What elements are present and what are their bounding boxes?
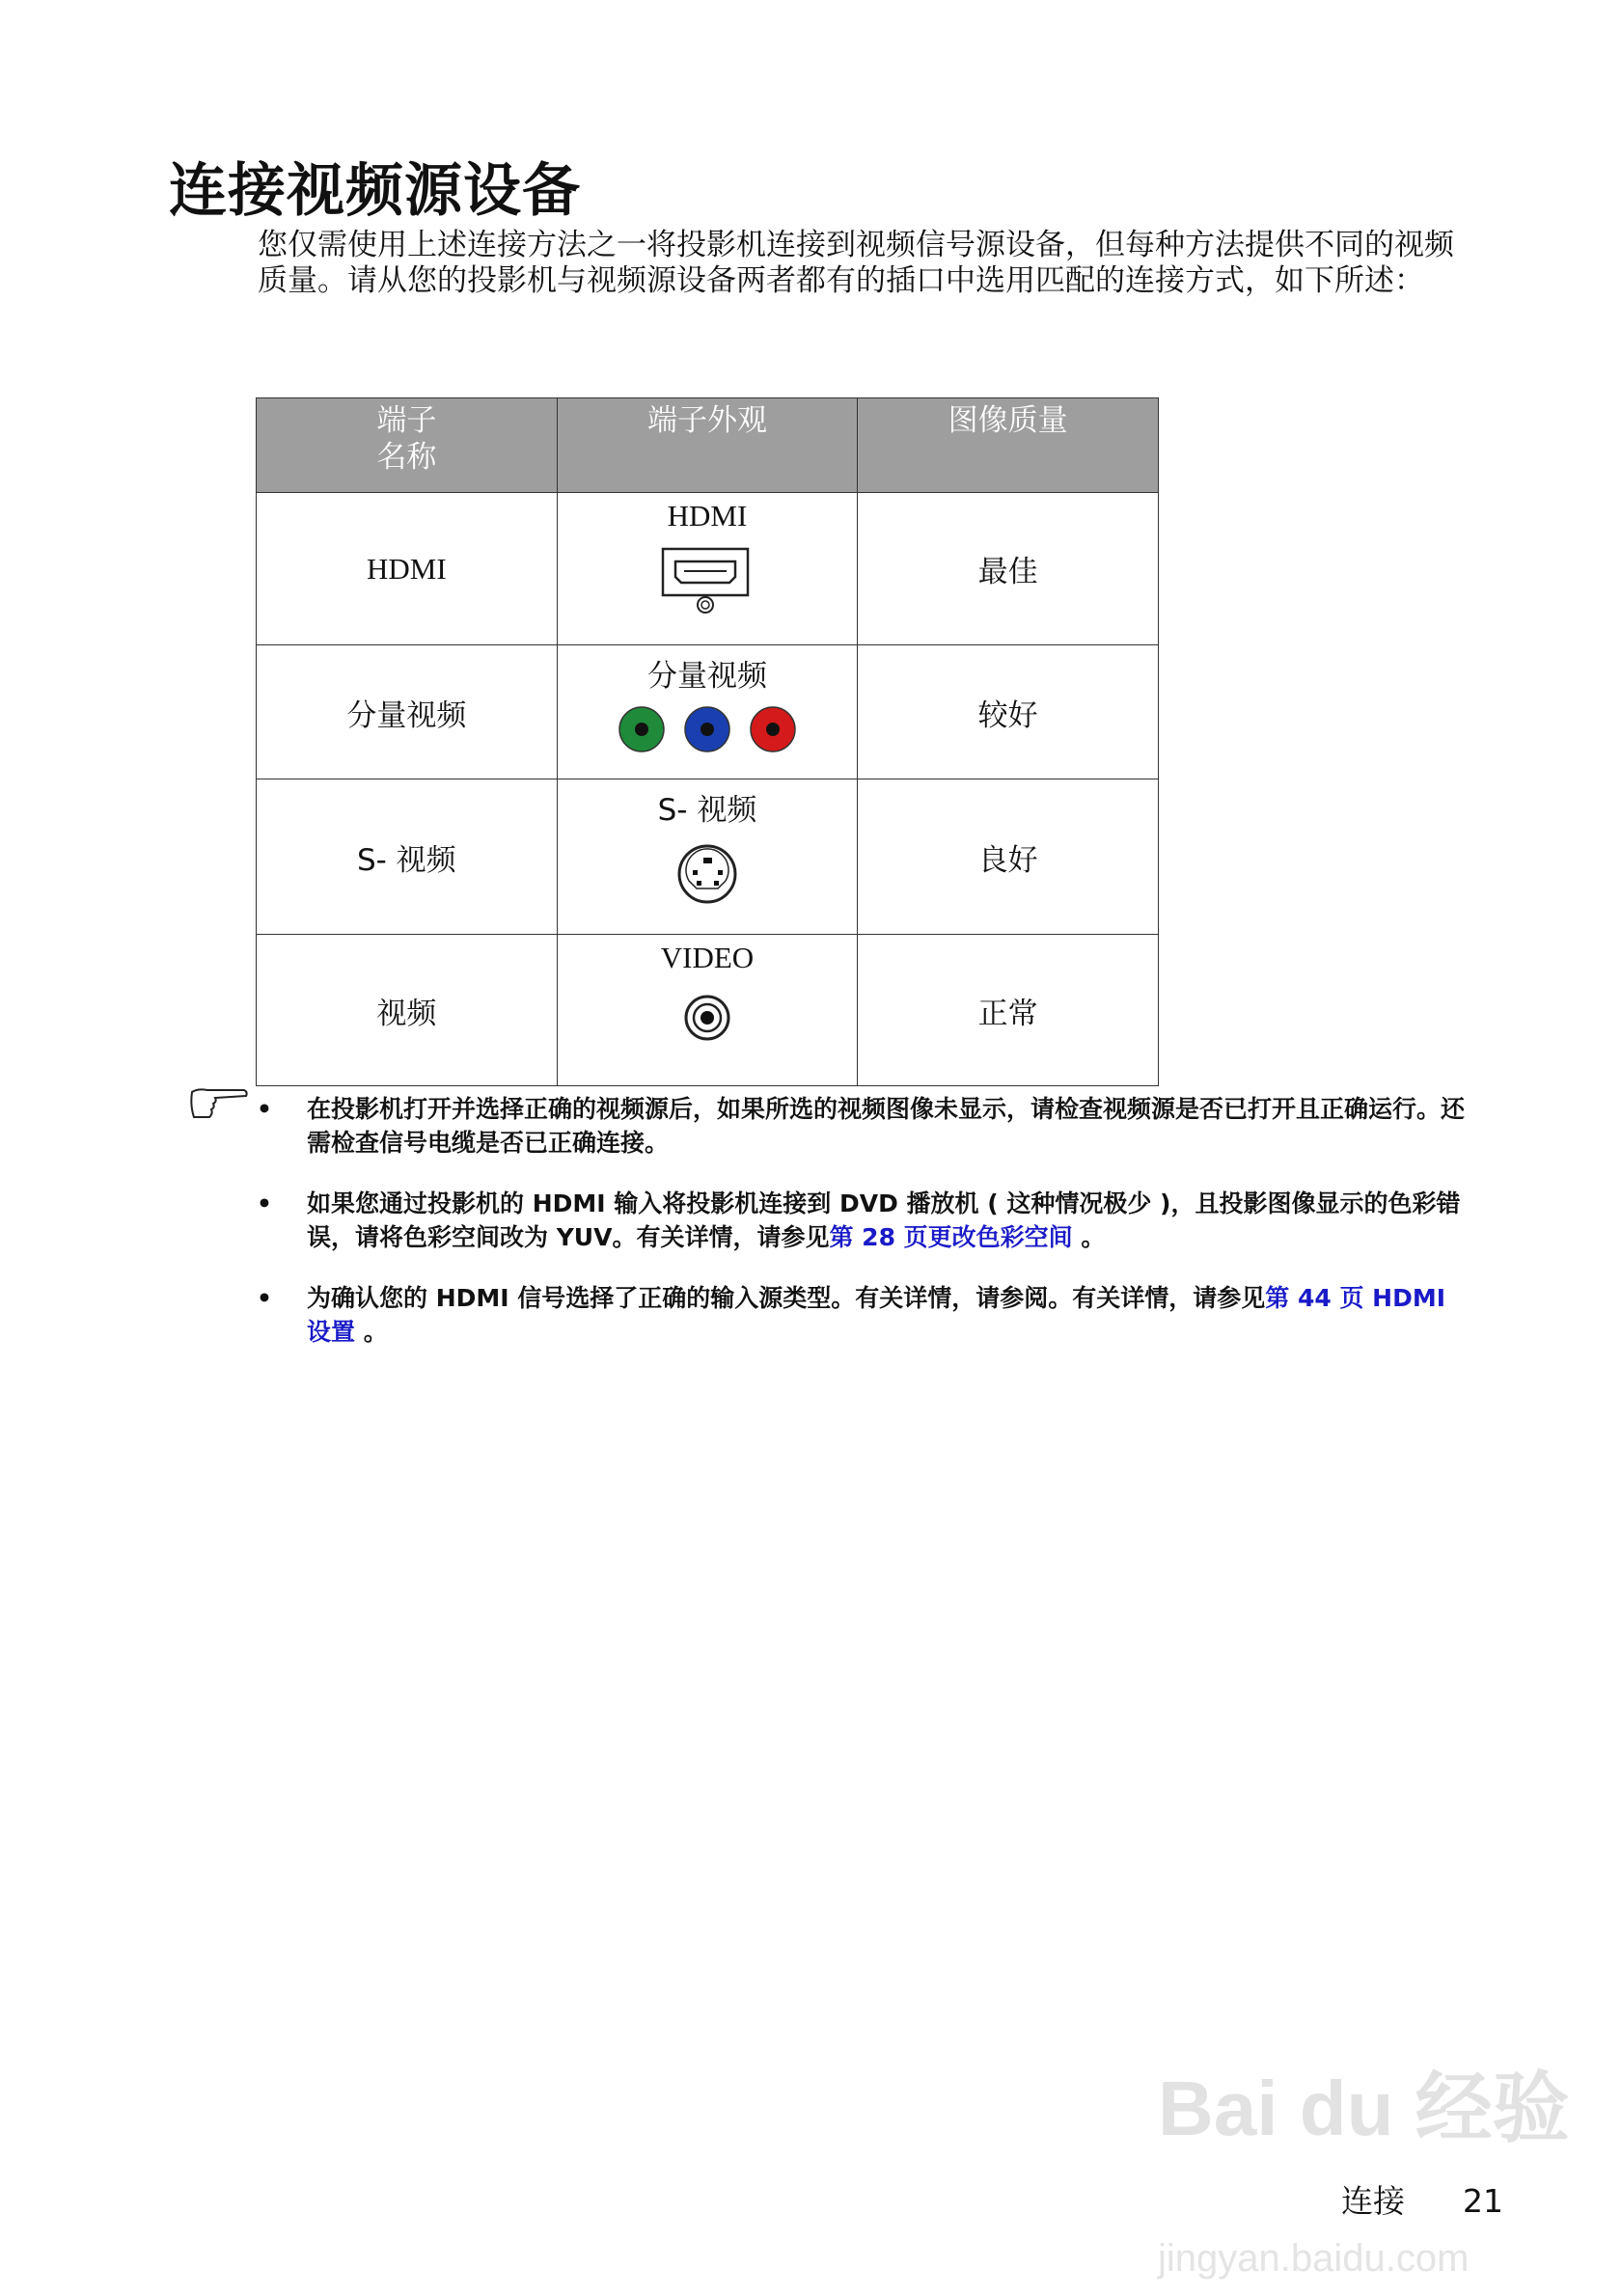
header-appearance: 端子外观	[557, 398, 858, 493]
appearance-label: HDMI	[667, 499, 748, 533]
note-item	[183, 1281, 1476, 1349]
table-row	[257, 779, 1159, 935]
s-video-port-icon	[675, 842, 739, 906]
table-header-row	[257, 398, 1159, 493]
note-text: 在投影机打开并选择正确的视频源后，如果所选的视频图像未显示，请检查视频源是否已打开且正确运行。还需检查信号电缆是否已正确连接。	[307, 1095, 1466, 1157]
image-quality: 较好	[858, 645, 1159, 779]
image-quality: 最佳	[858, 493, 1159, 645]
terminal-appearance	[557, 935, 858, 1086]
terminal-appearance	[557, 493, 858, 645]
color-space-link[interactable]: 第 28 页更改色彩空间	[829, 1223, 1073, 1251]
note-text: 为确认您的 HDMI 信号选择了正确的输入源类型。有关详情，请参阅。有关详情，请参见	[307, 1284, 1266, 1312]
bullet: •	[257, 1189, 272, 1217]
composite-video-port-icon	[682, 993, 732, 1043]
terminal-appearance	[557, 779, 858, 935]
appearance-label: VIDEO	[660, 941, 755, 974]
terminal-name: S- 视频	[257, 779, 558, 935]
header-quality: 图像质量	[858, 398, 1159, 493]
appearance-label: 分量视频	[646, 659, 767, 694]
note-text-end: 。	[1072, 1223, 1106, 1251]
watermark-url: jingyan.baidu.com	[1158, 2237, 1470, 2280]
image-quality: 正常	[858, 935, 1159, 1086]
intro-paragraph: 您仅需使用上述连接方法之一将投影机连接到视频信号源设备，但每种方法提供不同的视频质量。请从您的投影机与视频源设备两者都有的插口中选用匹配的连接方式，如下所述：	[258, 228, 1454, 298]
note-item	[183, 1092, 1476, 1160]
table-row	[257, 645, 1159, 779]
note-text: 如果您通过投影机的 HDMI 输入将投影机连接到 DVD 播放机 ( 这种情况极少 )，且投影图像显示的色彩错误，请将色彩空间改为 YUV。有关详情，请参见	[307, 1189, 1461, 1251]
terminal-name: 视频	[257, 935, 558, 1086]
footer-section: 连接	[1341, 2182, 1405, 2220]
component-video-ports-icon	[611, 702, 804, 756]
terminal-name: HDMI	[257, 493, 558, 645]
hdmi-port-icon	[659, 545, 756, 615]
connection-table	[256, 397, 1159, 1086]
header-label: 端子 名称	[376, 403, 437, 475]
page-footer	[1341, 2182, 1503, 2221]
bullet: •	[257, 1284, 272, 1312]
appearance-label: S- 视频	[657, 793, 757, 828]
terminal-appearance	[557, 645, 858, 779]
bullet: •	[257, 1095, 272, 1123]
note-text-end: 。	[355, 1318, 388, 1346]
note-item	[183, 1187, 1476, 1254]
image-quality: 良好	[858, 779, 1159, 935]
table-row	[257, 493, 1159, 645]
terminal-name: 分量视频	[257, 645, 558, 779]
header-terminal-name	[257, 398, 558, 493]
page-title: 连接视频源设备	[169, 157, 581, 225]
notes-section	[183, 1092, 1476, 1376]
table-row	[257, 935, 1159, 1086]
hdmi-settings-link[interactable]: 第 44 页 HDMI 设置	[307, 1284, 1446, 1346]
page-number: 21	[1463, 2182, 1503, 2220]
baidu-watermark: Bai du 经验	[1158, 2065, 1570, 2151]
